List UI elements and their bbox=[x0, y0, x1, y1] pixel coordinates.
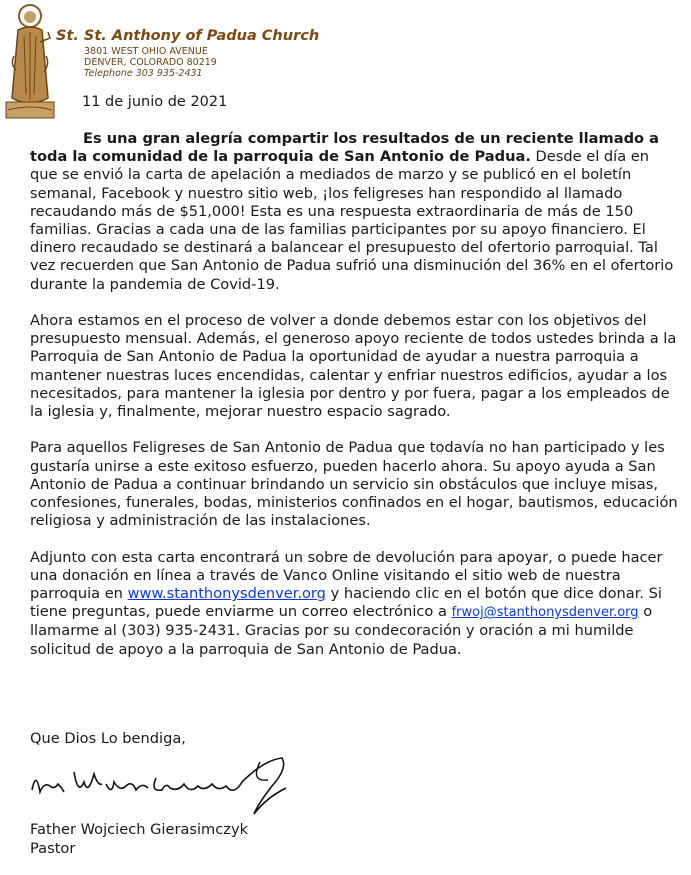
saint-anthony-logo bbox=[4, 2, 56, 120]
church-name: St. St. Anthony of Padua Church bbox=[56, 28, 320, 44]
signer-name: Father Wojciech Gierasimczyk bbox=[30, 821, 249, 838]
signer-title: Pastor bbox=[30, 840, 76, 857]
paragraph-1-text: Desde el día en que se envió la carta de apelación a mediados de marzo y se publicó en el boletín semanal, Facebook y nuestro sitio web, ¡los feligreses han respondido al llamado recaudando más de $51,000! Esta es una respuesta extraordinaria de más de 150 familias. Gracias a cada una de las familias participantes por su apoyo financiero. El dinero recaudado se destinará a balancear el presupuesto del ofertorio parroquial. Tal vez recuerden que San Antonio de Padua sufrió una disminución del 36% en el ofertorio durante la pandemia de Covid-19. bbox=[30, 148, 674, 293]
address-line-1: 3801 WEST OHIO AVENUE bbox=[84, 46, 208, 57]
website-link[interactable]: www.stanthonysdenver.org bbox=[127, 585, 326, 603]
closing-line: Que Dios Lo bendiga, bbox=[30, 730, 186, 747]
paragraph-1-lead: Es una gran alegría compartir los resultados de un reciente llamado a toda la comunidad de la parroquia de San Antonio de Padua. bbox=[30, 130, 659, 166]
email-link[interactable]: frwoj@stanthonysdenver.org bbox=[451, 605, 639, 621]
address-line-2: DENVER, COLORADO 80219 bbox=[84, 57, 217, 68]
paragraph-4-text-a: Adjunto con esta carta encontrará un sobre de devolución para apoyar, o puede hacer una donación en línea a través de Vanco Online visitando el sitio web de nuestra parroquia en bbox=[30, 548, 663, 603]
letter-body bbox=[30, 130, 678, 677]
handwritten-signature bbox=[28, 752, 298, 822]
paragraph-3: Para aquellos Feligreses de San Antonio de Padua que todavía no han participado y les gustaría unirse a este exitoso esfuerzo, pueden hacerlo ahora. Su apoyo ayuda a San Antonio de Padua a continuar brindando un servicio sin obstáculos que incluye misas, confesiones, funerales, bodas, ministerios confinados en el hogar, bautismos, educación religiosa y administración de las instalaciones. bbox=[30, 439, 678, 530]
paragraph-4-text-b: y haciendo clic en el botón que dice donar. Si tiene preguntas, puede enviarme un correo electrónico a bbox=[30, 585, 662, 621]
paragraph-2: Ahora estamos en el proceso de volver a donde debemos estar con los objetivos del presupuesto mensual. Además, el generoso apoyo reciente de todos ustedes brinda a la Parroquia de San Antonio de Padua la oportunidad de ayudar a nuestra parroquia a mantener nuestras luces encendidas, calentar y enfriar nuestros edificios, ayudar a los necesitados, para mantener la iglesia por dentro y por fuera, pagar a los empleados de la iglesia y, finalmente, mejorar nuestro espacio sagrado. bbox=[30, 312, 677, 421]
telephone: Telephone 303 935-2431 bbox=[84, 68, 203, 79]
paragraph-4 bbox=[30, 549, 678, 659]
paragraph-4-text-c: o llamarme al (303) 935-2431. Gracias por su condecoración y oración a mi humilde solicitud de apoyo a la parroquia de San Antonio de Padua. bbox=[30, 603, 653, 658]
paragraph-1 bbox=[30, 130, 678, 294]
letter-date: 11 de junio de 2021 bbox=[82, 94, 228, 110]
